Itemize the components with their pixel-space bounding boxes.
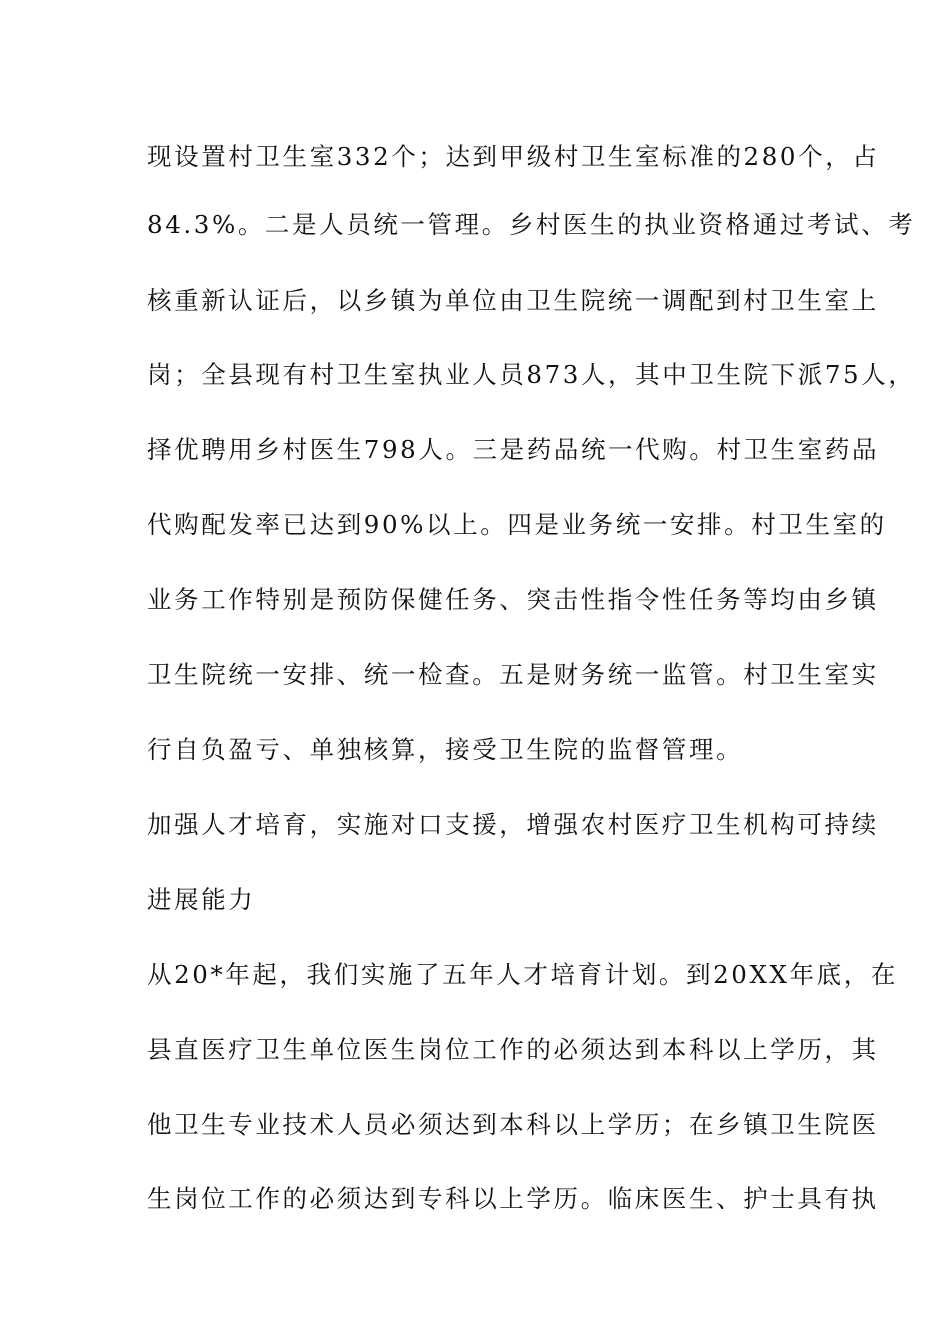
text-line: 84.3%。二是人员统一管理。乡村医生的执业资格通过考试、考 [147, 210, 916, 239]
section-heading: 进展能力 [147, 885, 256, 914]
text-line: 他卫生专业技术人员必须达到本科以上学历；在乡镇卫生院医 [147, 1110, 879, 1139]
text-line: 择优聘用乡村医生798人。三是药品统一代购。村卫生室药品 [147, 435, 880, 464]
text-line: 业务工作特别是预防保健任务、突击性指令性任务等均由乡镇 [147, 585, 879, 614]
text-line: 县直医疗卫生单位医生岗位工作的必须达到本科以上学历，其 [147, 1035, 879, 1064]
text-line: 核重新认证后，以乡镇为单位由卫生院统一调配到村卫生室上 [147, 286, 879, 315]
text-line: 行自负盈亏、单独核算，接受卫生院的监督管理。 [147, 735, 744, 764]
text-line: 岗；全县现有村卫生室执业人员873人，其中卫生院下派75人， [147, 360, 916, 389]
section-heading: 加强人才培育，实施对口支援，增强农村医疗卫生机构可持续 [147, 810, 879, 839]
text-line: 现设置村卫生室332个；达到甲级村卫生室标准的280个，占 [147, 142, 880, 171]
text-line: 生岗位工作的必须达到专科以上学历。临床医生、护士具有执 [147, 1184, 879, 1213]
text-line: 卫生院统一安排、统一检查。五是财务统一监管。村卫生室实 [147, 660, 879, 689]
text-line: 从20*年起，我们实施了五年人才培育计划。到20XX年底，在 [147, 960, 898, 989]
text-line: 代购配发率已达到90%以上。四是业务统一安排。村卫生室的 [147, 510, 887, 539]
